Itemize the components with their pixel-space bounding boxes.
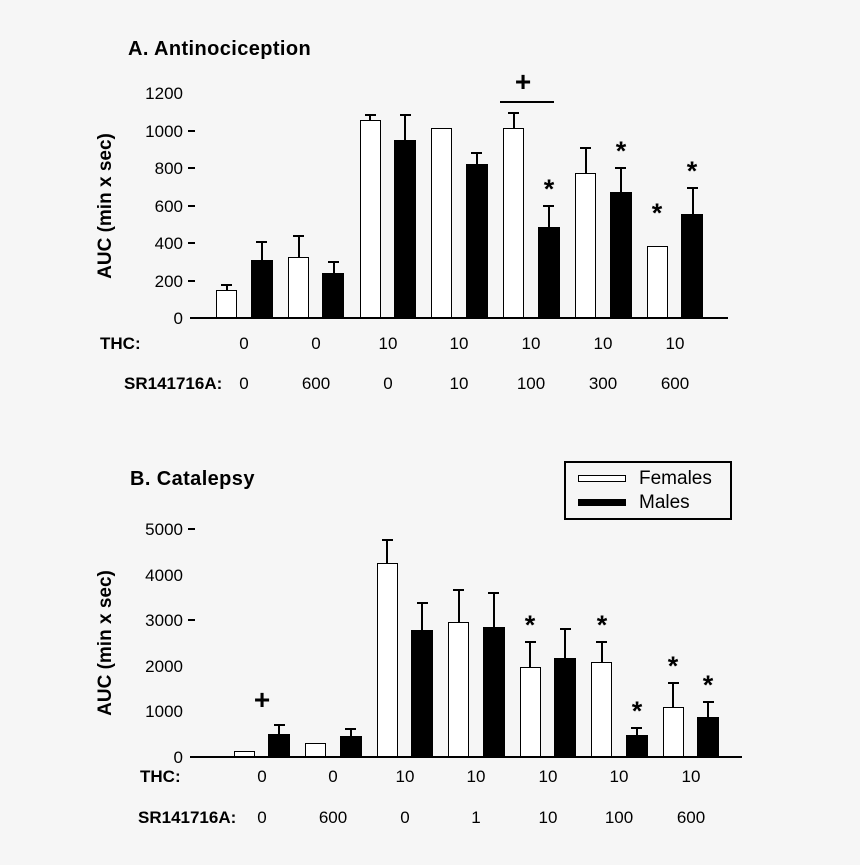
panel-a-y-tick-label: 200	[154, 272, 183, 291]
panel-b-error-bar-cap	[274, 724, 285, 726]
panel-b-error-bar-cap	[382, 539, 393, 541]
panel-b-bar-male-g7	[697, 717, 719, 757]
legend-label-males: Males	[639, 492, 690, 513]
panel-b-bar-female-g7	[663, 707, 684, 757]
panel-b-y-tick-label: 4000	[145, 566, 183, 585]
panel-b-bar-female-g5	[520, 667, 541, 757]
panel-a-y-tick-mark	[188, 130, 195, 132]
panel-b-sig-asterisk-g7: *	[667, 651, 679, 681]
panel-a-sr-value-g3: 0	[383, 374, 393, 393]
panel-b-bar-female-g6	[591, 662, 612, 757]
panel-b-error-bar-cap	[345, 728, 356, 730]
panel-b-bar-male-g1	[268, 734, 290, 757]
panel-b-sig-asterisk-g5: *	[524, 610, 536, 640]
panel-a-bar-female-g1	[216, 290, 237, 318]
panel-b-error-bar	[421, 603, 423, 630]
panel-b-error-bar	[564, 629, 566, 658]
panel-b-thc-value-g4: 10	[466, 767, 486, 786]
panel-a-error-bar-cap	[365, 114, 376, 116]
legend	[564, 461, 732, 520]
panel-b-error-bar	[278, 725, 280, 734]
panel-b-error-bar-cap	[631, 727, 642, 729]
panel-a-sig-bracket-line	[500, 101, 554, 103]
panel-a-error-bar-cap	[615, 167, 626, 169]
panel-b-thc-value-g5: 10	[538, 767, 558, 786]
panel-a-thc-row-label: THC:	[100, 334, 141, 353]
panel-b-error-bar	[350, 729, 352, 736]
panel-a-sig-asterisk-g7: *	[651, 198, 663, 228]
panel-a-y-tick-mark	[188, 205, 195, 207]
panel-b-sr-row-label: SR141716A:	[138, 808, 237, 827]
panel-a-error-bar	[333, 262, 335, 273]
panel-a-thc-value-g3: 10	[378, 334, 398, 353]
panel-b-error-bar	[386, 540, 388, 563]
panel-b-sr-value-g4: 1	[471, 808, 481, 827]
panel-b-thc-value-g1: 0	[257, 767, 267, 786]
panel-a-error-bar-cap	[508, 112, 519, 114]
panel-b-bar-female-g3	[377, 563, 398, 757]
panel-a-sig-asterisk-g6: *	[615, 136, 627, 166]
legend-row-males	[578, 493, 730, 512]
panel-b-sr-value-g7: 600	[676, 808, 706, 827]
panel-a-sig-asterisk-g5: *	[543, 174, 555, 204]
panel-b-bar-female-g2	[305, 743, 326, 757]
panel-a-bar-female-g4	[431, 128, 452, 318]
panel-b-error-bar	[458, 590, 460, 622]
panel-b-error-bar	[529, 642, 531, 667]
panel-a-bar-male-g3	[394, 140, 416, 318]
panel-a-y-tick-label: 600	[154, 197, 183, 216]
panel-b-error-bar-cap	[417, 602, 428, 604]
panel-b-bar-male-g6	[626, 735, 648, 757]
panel-a-y-tick-mark	[188, 242, 195, 244]
panel-b-title: B. Catalepsy	[130, 468, 255, 490]
panel-a-sig-plus: +	[514, 66, 532, 97]
panel-a-sr-value-g1: 0	[239, 374, 249, 393]
males-filled-bar-icon	[578, 499, 626, 506]
panel-a-error-bar	[298, 236, 300, 258]
panel-b-y-tick-label: 0	[173, 748, 183, 767]
panel-a-title: A. Antinociception	[128, 38, 312, 60]
panel-b-error-bar-cap	[525, 641, 536, 643]
panel-b-error-bar-cap	[596, 641, 607, 643]
panel-a-bar-female-g3	[360, 120, 381, 318]
panel-b-thc-value-g6: 10	[609, 767, 629, 786]
panel-b-bar-female-g4	[448, 622, 469, 757]
panel-b-y-tick-label: 5000	[145, 520, 183, 539]
panel-a-error-bar	[261, 242, 263, 260]
panel-b-sig-asterisk-g6: *	[631, 696, 643, 726]
panel-a-error-bar-cap	[256, 241, 267, 243]
panel-b-sig-asterisk-g6: *	[596, 610, 608, 640]
panel-a-bar-female-g2	[288, 257, 309, 318]
legend-row-females	[578, 469, 730, 488]
panel-a-thc-value-g4: 10	[449, 334, 469, 353]
panel-b-error-bar	[672, 683, 674, 707]
panel-a-y-tick-label: 1000	[145, 122, 183, 141]
panel-a-bar-male-g6	[610, 192, 632, 318]
panel-b-bar-male-g2	[340, 736, 362, 757]
panel-a-error-bar-cap	[221, 284, 232, 286]
panel-a-sr-value-g5: 100	[516, 374, 546, 393]
panel-a-error-bar	[513, 113, 515, 128]
panel-b-y-tick-label: 3000	[145, 611, 183, 630]
panel-a-sig-asterisk-g7: *	[686, 156, 698, 186]
panel-b-sr-value-g3: 0	[400, 808, 410, 827]
panel-a-error-bar	[548, 206, 550, 228]
panel-a-error-bar	[692, 188, 694, 214]
panel-b-sr-value-g6: 100	[604, 808, 634, 827]
panel-a-bar-female-g7	[647, 246, 668, 318]
panel-b-sig-asterisk-g7: *	[702, 670, 714, 700]
panel-a-error-bar-cap	[687, 187, 698, 189]
panel-a-bar-male-g7	[681, 214, 703, 318]
panel-a-error-bar-cap	[293, 235, 304, 237]
panel-a-error-bar	[620, 168, 622, 192]
panel-a-sr-value-g7: 600	[660, 374, 690, 393]
panel-a-bar-male-g1	[251, 260, 273, 318]
panel-b-y-tick-mark	[188, 528, 195, 530]
panel-a-y-axis-label: AUC (min x sec)	[95, 133, 116, 279]
panel-a-y-tick-label: 400	[154, 234, 183, 253]
panel-b-error-bar	[493, 593, 495, 627]
panel-a-error-bar-cap	[580, 147, 591, 149]
panel-a-sr-value-g2: 600	[301, 374, 331, 393]
panel-b-thc-value-g2: 0	[328, 767, 338, 786]
panel-a-error-bar	[404, 115, 406, 140]
panel-a-y-tick-mark	[188, 167, 195, 169]
panel-b-thc-value-g3: 10	[395, 767, 415, 786]
panel-a-y-tick-label: 0	[173, 309, 183, 328]
panel-b-sr-value-g2: 600	[318, 808, 348, 827]
panel-a-sr-value-g4: 10	[449, 374, 469, 393]
panel-a-error-bar-cap	[328, 261, 339, 263]
panel-b-thc-row-label: THC:	[140, 767, 181, 786]
panel-b-error-bar	[707, 702, 709, 717]
panel-a-error-bar	[476, 153, 478, 164]
females-open-bar-icon	[578, 475, 626, 482]
panel-a-sr-row-label: SR141716A:	[124, 374, 223, 393]
panel-b-sr-value-g1: 0	[257, 808, 267, 827]
panel-b-error-bar-cap	[560, 628, 571, 630]
panel-a-thc-value-g5: 10	[521, 334, 541, 353]
panel-b-error-bar	[636, 728, 638, 735]
legend-label-females: Females	[639, 468, 712, 489]
panel-a-y-tick-label: 1200	[145, 84, 183, 103]
panel-a-error-bar-cap	[400, 114, 411, 116]
panel-a-sr-value-g6: 300	[588, 374, 618, 393]
panel-a-bar-female-g6	[575, 173, 596, 318]
panel-a-error-bar-cap	[471, 152, 482, 154]
panel-a-bar-male-g2	[322, 273, 344, 318]
panel-a-y-tick-mark	[188, 280, 195, 282]
panel-a-thc-value-g1: 0	[239, 334, 249, 353]
panel-b-bar-female-g1	[234, 751, 255, 757]
panel-b-error-bar	[601, 642, 603, 662]
panel-b-sr-value-g5: 10	[538, 808, 558, 827]
panel-b-y-tick-label: 2000	[145, 657, 183, 676]
panel-b-error-bar-cap	[488, 592, 499, 594]
panel-a-bar-female-g5	[503, 128, 524, 318]
panel-b-error-bar-cap	[703, 701, 714, 703]
panel-b-y-tick-mark	[188, 619, 195, 621]
panel-b-thc-value-g7: 10	[681, 767, 701, 786]
panel-a-thc-value-g7: 10	[665, 334, 685, 353]
panel-b-sig-plus: +	[253, 684, 271, 715]
panel-a-y-tick-label: 800	[154, 159, 183, 178]
panel-b-bar-male-g4	[483, 627, 505, 757]
panel-b-error-bar-cap	[453, 589, 464, 591]
panel-b-y-axis-label: AUC (min x sec)	[95, 570, 116, 716]
panel-a-error-bar	[585, 148, 587, 173]
panel-a-bar-male-g5	[538, 227, 560, 318]
panel-a-thc-value-g2: 0	[311, 334, 321, 353]
panel-a-bar-male-g4	[466, 164, 488, 318]
panel-b-error-bar-cap	[668, 682, 679, 684]
panel-b-y-tick-label: 1000	[145, 702, 183, 721]
panel-b-bar-male-g3	[411, 630, 433, 757]
panel-a-error-bar-cap	[543, 205, 554, 207]
panel-b-bar-male-g5	[554, 658, 576, 757]
panel-a-thc-value-g6: 10	[593, 334, 613, 353]
